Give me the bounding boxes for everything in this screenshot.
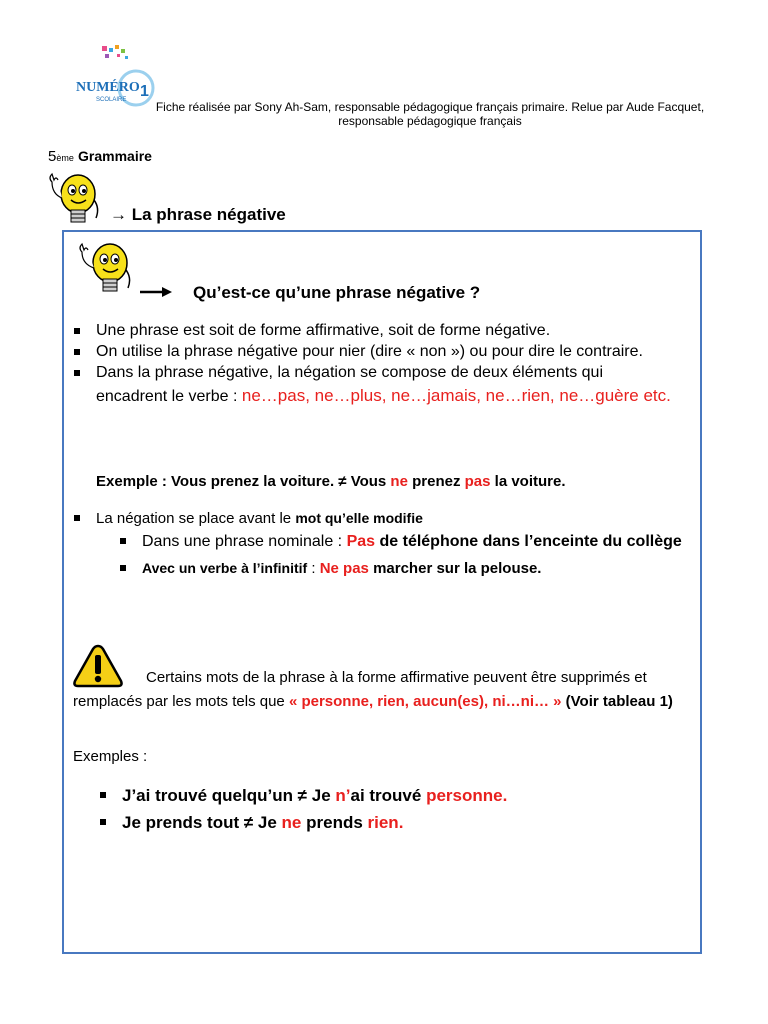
warning-red-words: « personne, rien, aucun(es), ni…ni… » — [288, 693, 562, 710]
warning-bold: (Voir tableau 1) — [561, 693, 673, 710]
svg-text:1: 1 — [140, 83, 149, 100]
ex1-red: personne. — [426, 786, 508, 805]
ex2-ne: ne — [281, 813, 302, 832]
example-pas: pas — [464, 473, 491, 490]
sub2-text: Avec un verbe à l’infinitif — [142, 560, 308, 576]
section-question: Qu’est-ce qu’une phrase négative ? — [193, 283, 481, 302]
negation-words: ne…pas, ne…plus, ne…jamais, ne…rien, ne…guère etc. — [241, 386, 671, 405]
title-text: La phrase négative — [131, 205, 286, 224]
sub2-sep: : — [307, 560, 320, 577]
list-item — [98, 809, 658, 836]
bullet-2-text: On utilise la phrase négative pour nier (dire « non ») ou pour dire le contraire. — [96, 343, 643, 360]
level-suffix: ème — [56, 153, 74, 163]
placement-list — [72, 508, 692, 579]
placement-bold: mot qu’elle modifie — [295, 510, 423, 526]
subject-label: Grammaire — [78, 148, 152, 164]
numero1-logo — [74, 44, 162, 108]
warning-paragraph — [73, 666, 693, 714]
example-sentence — [96, 473, 566, 490]
lightbulb-mascot-icon — [44, 168, 104, 232]
list-item — [98, 782, 658, 809]
list-item — [96, 531, 692, 552]
level-number: 5 — [48, 148, 57, 165]
definition-list — [72, 320, 672, 409]
ex2-a: Je prends tout ≠ Je — [122, 813, 282, 832]
example-part-1: Exemple : Vous prenez la voiture. ≠ Vous — [96, 473, 391, 490]
sub1-bold: de téléphone dans l’enceinte du collège — [375, 533, 682, 550]
ex1-n: n’ — [335, 786, 351, 805]
sub2-bold: marcher sur la pelouse. — [368, 560, 542, 577]
warning-text: Certains mots de la phrase à la forme affirmative peuvent être supprimés et remplacés par les mots tels que — [73, 669, 647, 710]
svg-text:NUMÉRO: NUMÉRO — [76, 80, 140, 95]
list-item — [72, 320, 672, 341]
ex2-red: rien. — [367, 813, 404, 832]
example-part-2: prenez — [407, 473, 465, 490]
examples-list — [98, 782, 658, 836]
svg-text:SCOLAIRE: SCOLAIRE — [96, 97, 127, 103]
page-title — [110, 205, 286, 225]
example-ne: ne — [390, 473, 408, 490]
list-item — [96, 558, 692, 579]
example-part-3: la voiture. — [490, 473, 566, 490]
arrow-right-icon — [140, 286, 172, 298]
level-heading — [48, 148, 152, 165]
sub1-red: Pas — [346, 533, 376, 550]
placement-text: La négation se place avant le — [96, 510, 296, 527]
sub1-text: Dans une phrase nominale : — [142, 533, 347, 550]
arrow-right-icon: → — [110, 205, 127, 224]
lightbulb-mascot-icon — [70, 238, 136, 300]
ex2-b: prends — [301, 813, 368, 832]
credit-line: Fiche réalisée par Sony Ah-Sam, responsable pédagogique français primaire. Relue par Aude Facquet, responsable pédagogique français — [155, 100, 705, 128]
ex1-b: ai trouvé — [350, 786, 427, 805]
ex1-a: J’ai trouvé quelqu’un ≠ Je — [122, 786, 336, 805]
bullet-1-text: Une phrase est soit de forme affirmative, soit de forme négative. — [96, 322, 551, 339]
list-item — [72, 362, 672, 409]
examples-label: Exemples : — [73, 748, 148, 765]
sub2-red: Ne pas — [319, 560, 369, 577]
placement-sublist — [96, 531, 692, 579]
list-item — [72, 341, 672, 362]
bullet-3-text: Dans la phrase négative, la négation se compose de deux éléments qui encadrent le verbe : — [96, 364, 603, 405]
list-item — [72, 508, 692, 579]
